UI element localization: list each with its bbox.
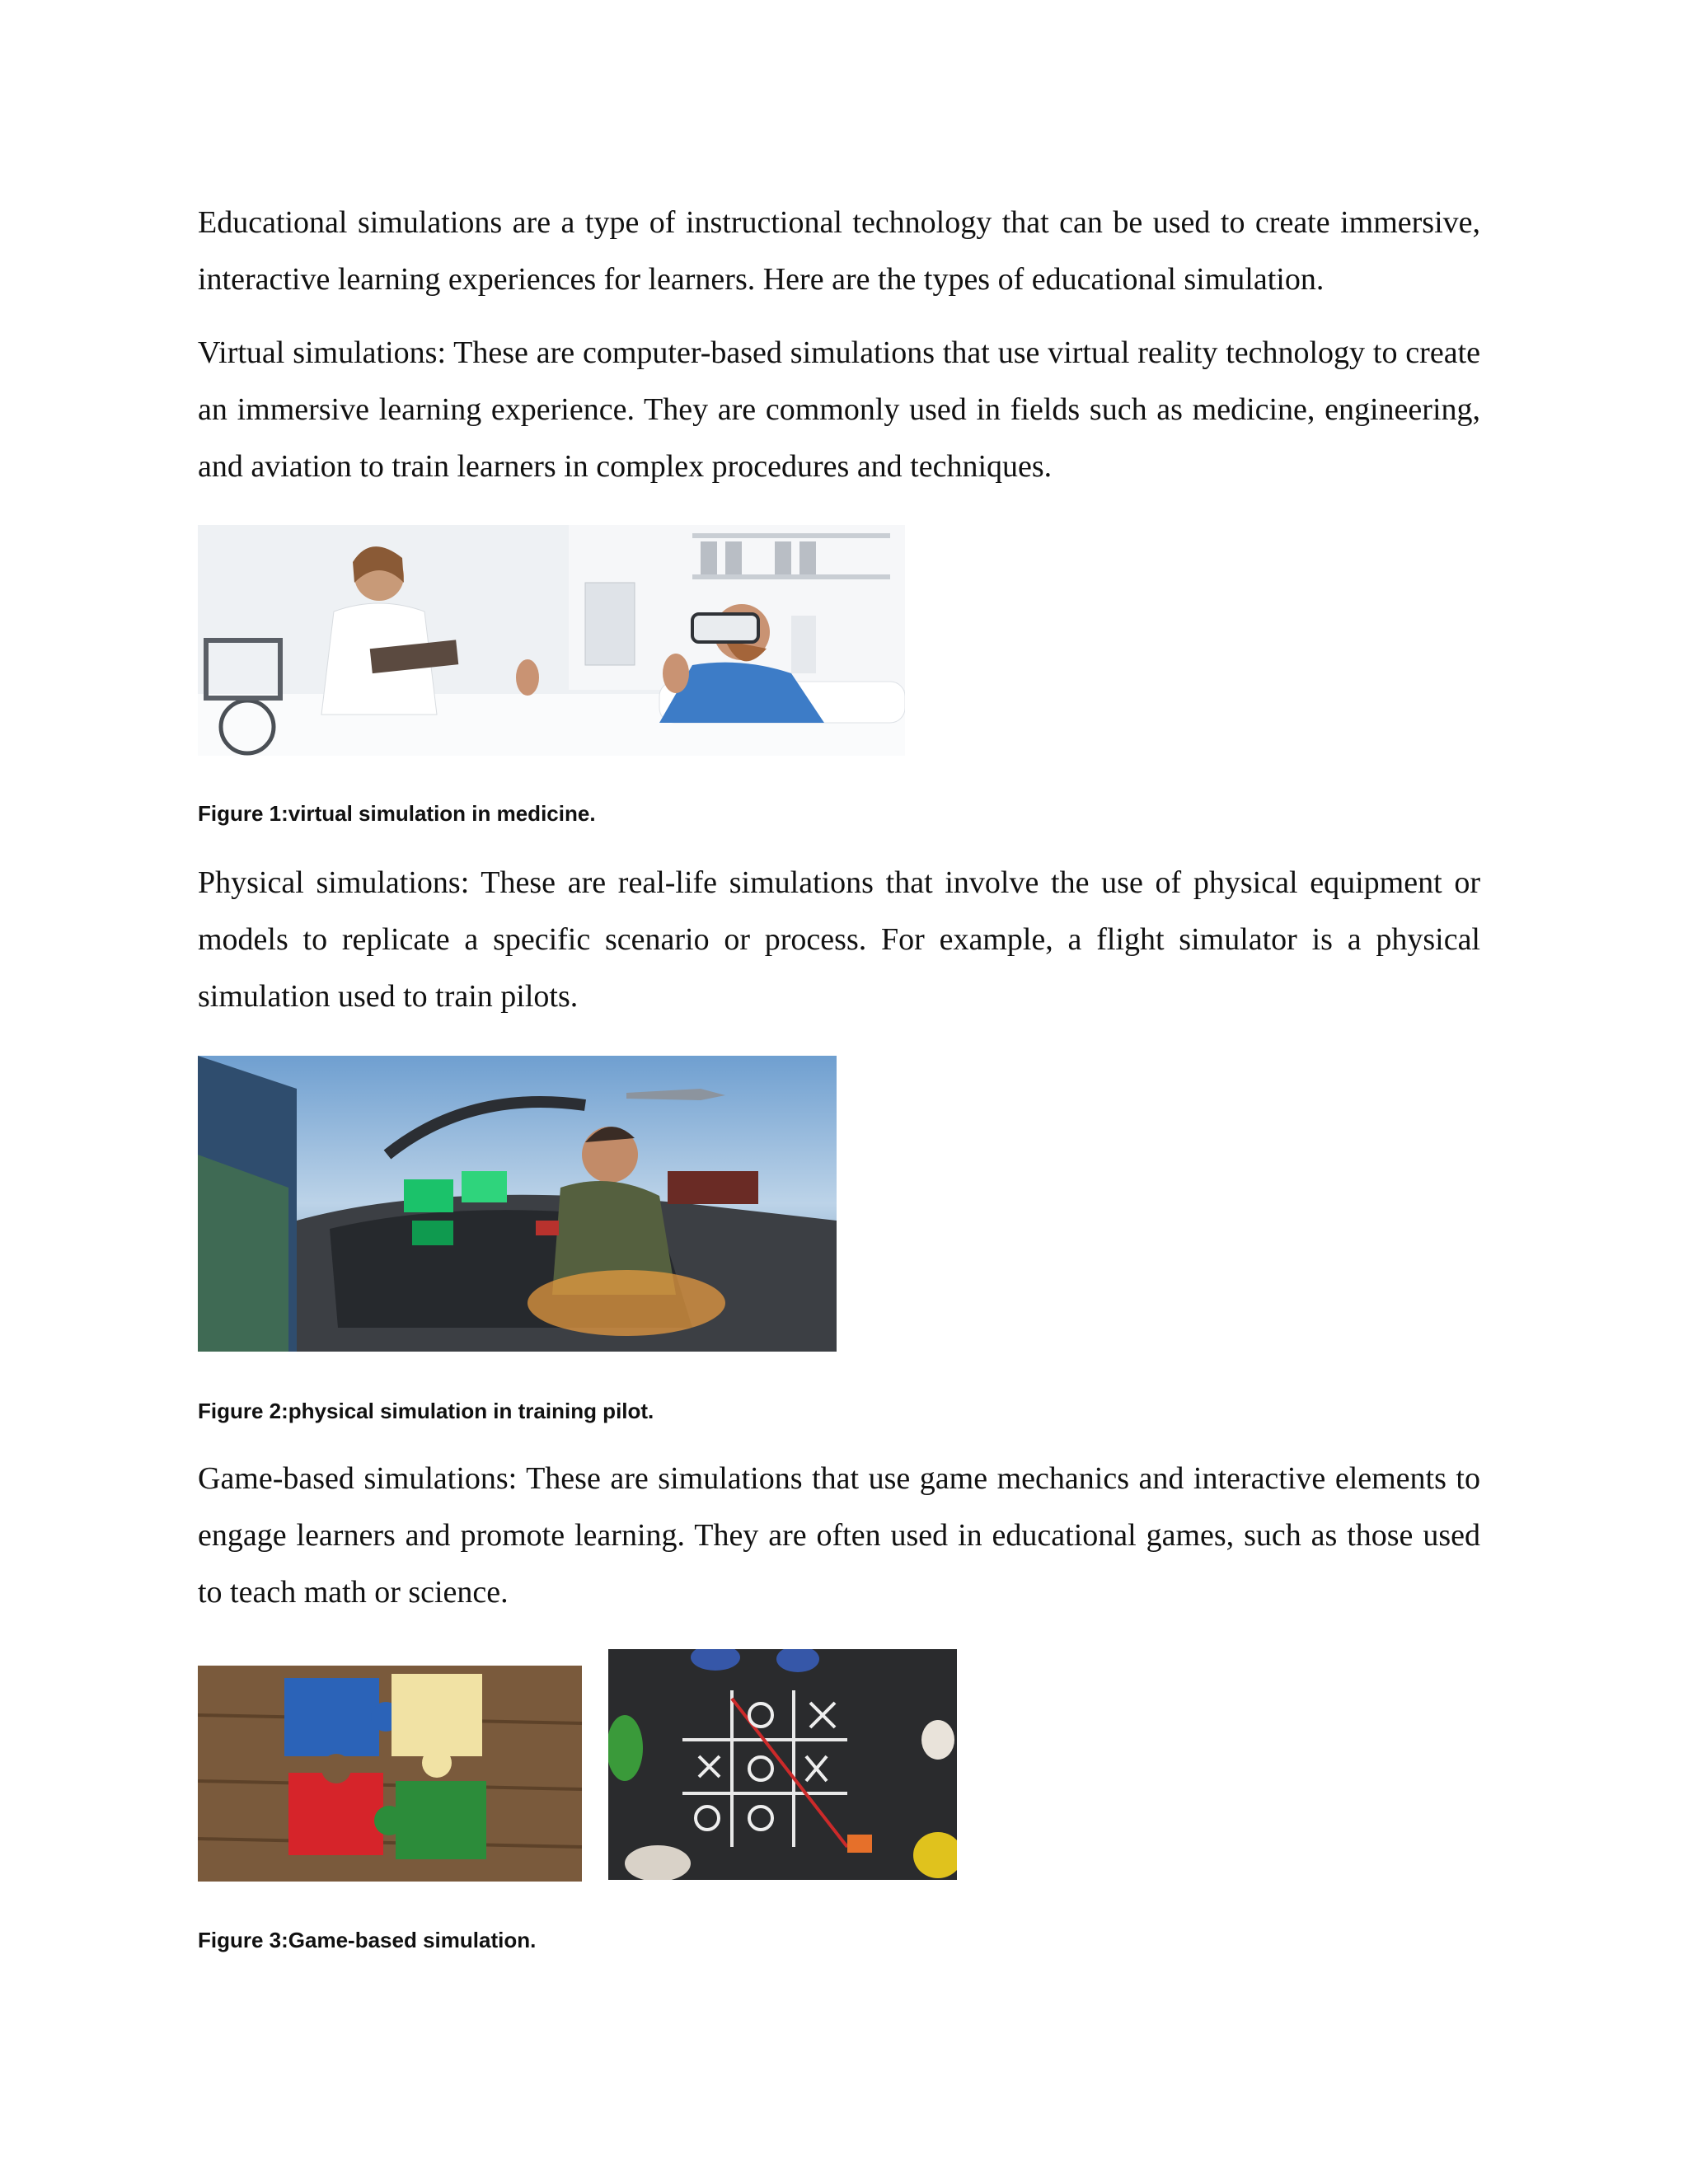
figure-1-image-vr-medicine [198,525,905,756]
figure-1-caption: Figure 1:virtual simulation in medicine. [198,801,596,826]
figure-2-caption: Figure 2:physical simulation in training pilot. [198,1399,654,1423]
figure-2-image-flight-simulator [198,1056,837,1352]
physical-simulations-paragraph: Physical simulations: These are real-life simulations that involve the use of physical equipment or models to replicate a specific scenario or process. For example, a flight simulator is a physical simulation used to train pilots. [198,865,1480,1014]
figure-3-image-puzzle [198,1666,582,1882]
intro-paragraph: Educational simulations are a type of instructional technology that can be used to create immersive, interactive learning experiences for learners. Here are the types of educational simulation. [198,205,1480,297]
virtual-simulations-paragraph: Virtual simulations: These are computer-based simulations that use virtual reality technology to create an immersive learning experience. They are commonly used in fields such as medicine, engineering, and aviation to train learners in complex procedures and techniques. [198,335,1480,484]
game-based-simulations-paragraph: Game-based simulations: These are simulations that use game mechanics and interactive elements to engage learners and promote learning. They are often used in educational games, such as those used to teach math or science. [198,1461,1480,1610]
figure-3-caption: Figure 3:Game-based simulation. [198,1928,537,1952]
figure-3-image-tic-tac-toe [608,1649,957,1880]
